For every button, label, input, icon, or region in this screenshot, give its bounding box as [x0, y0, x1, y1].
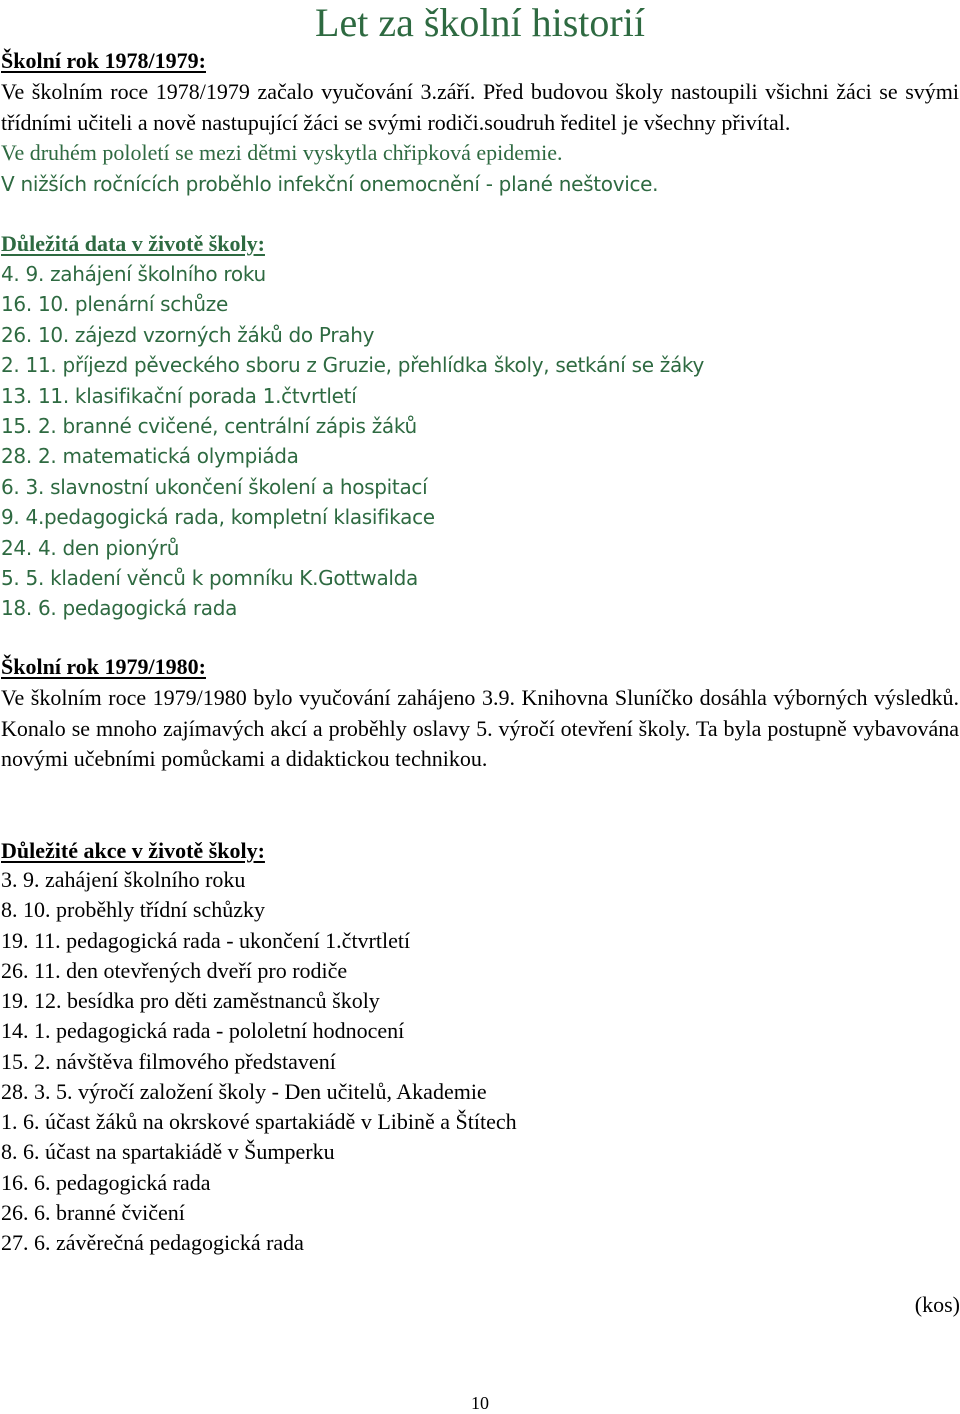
list-item: 5. 5. kladení věnců k pomníku K.Gottwalda — [1, 566, 419, 591]
section-1978-heading: Školní rok 1978/1979: — [1, 48, 206, 73]
list-item: 15. 2. návštěva filmového představení — [1, 1048, 336, 1074]
list-item: 1. 6. účast žáků na okrskové spartakiádě v Libině a Štítech — [1, 1109, 517, 1134]
list-item: 2. 11. příjezd pěveckého sboru z Gruzie, přehlídka školy, setkání se žáky — [1, 353, 705, 378]
list-item: 14. 1. pedagogická rada - pololetní hodnocení — [1, 1018, 405, 1044]
list-item: 13. 11. klasifikační porada 1.čtvrtletí — [1, 383, 357, 408]
section-1979-events-heading: Důležité akce v životě školy: — [1, 838, 265, 863]
list-item: 8. 10. proběhly třídní schůzky — [1, 897, 265, 923]
list-item: 6. 3. slavnostní ukončení školení a hospitací — [1, 474, 428, 499]
list-item: 27. 6. závěrečná pedagogická rada — [1, 1230, 304, 1255]
list-item: 18. 6. pedagogická rada — [1, 596, 238, 621]
list-item: 8. 6. účast na spartakiádě v Šumperku — [1, 1139, 335, 1165]
list-item: 16. 10. plenární schůze — [1, 292, 228, 317]
list-item: 15. 2. branné cvičené, centrální zápis žáků — [1, 414, 417, 439]
list-item: 26. 11. den otevřených dveří pro rodiče — [1, 957, 348, 983]
section-1978-dates-list — [1, 259, 704, 624]
section-1979-intro-paragraph: Ve školním roce 1979/1980 bylo vyučování zahájeno 3.9. Knihovna Sluníčko dosáhla výborných výsledků. Konalo se mnoho zajímavých akcí a proběhly oslavy 5. výročí otevření školy. Ta byla postupně vybavována novými učebními pomůckami a didaktickou technikou. — [1, 685, 959, 771]
section-1979-heading: Školní rok 1979/1980: — [1, 654, 206, 679]
list-item: 4. 9. zahájení školního roku — [1, 262, 266, 286]
list-item: 16. 6. pedagogická rada — [1, 1169, 211, 1195]
list-item: 24. 4. den pionýrů — [1, 535, 180, 560]
list-item: 26. 10. zájezd vzorných žáků do Prahy — [1, 322, 375, 347]
section-1978-intro — [1, 77, 959, 199]
list-item: 3. 9. zahájení školního roku — [1, 867, 246, 892]
section-1979-events-list — [1, 865, 517, 1258]
list-item: 28. 3. 5. výročí založení školy - Den učitelů, Akademie — [1, 1078, 487, 1104]
list-item: 19. 11. pedagogická rada - ukončení 1.čtvrtletí — [1, 927, 411, 953]
page-number: 10 — [471, 1393, 489, 1413]
list-item: 9. 4.pedagogická rada, kompletní klasifikace — [1, 505, 435, 530]
section-1978-epidemic-sentence: Ve druhém pololetí se mezi dětmi vyskytla chřipková epidemie. — [1, 140, 563, 165]
section-1978-infection-sentence: V nižších ročnících proběhlo infekční onemocnění - plané neštovice. — [1, 171, 659, 196]
author-signature: (kos) — [914, 1292, 960, 1317]
list-item: 28. 2. matematická olympiáda — [1, 444, 299, 469]
section-1978-intro-paragraph: Ve školním roce 1978/1979 začalo vyučování 3.září. Před budovou školy nastoupili všichni žáci se svými třídními učiteli a nově nastupující žáci se svými rodiči.soudruh ředitel je všechny přivítal. — [1, 79, 959, 135]
page-title: Let za školní historií — [315, 0, 645, 45]
list-item: 26. 6. branné čvičení — [1, 1199, 185, 1225]
list-item: 19. 12. besídka pro děti zaměstnanců školy — [1, 988, 380, 1013]
section-1979-intro — [1, 683, 959, 775]
section-1978-dates-heading: Důležitá data v životě školy: — [1, 231, 265, 256]
